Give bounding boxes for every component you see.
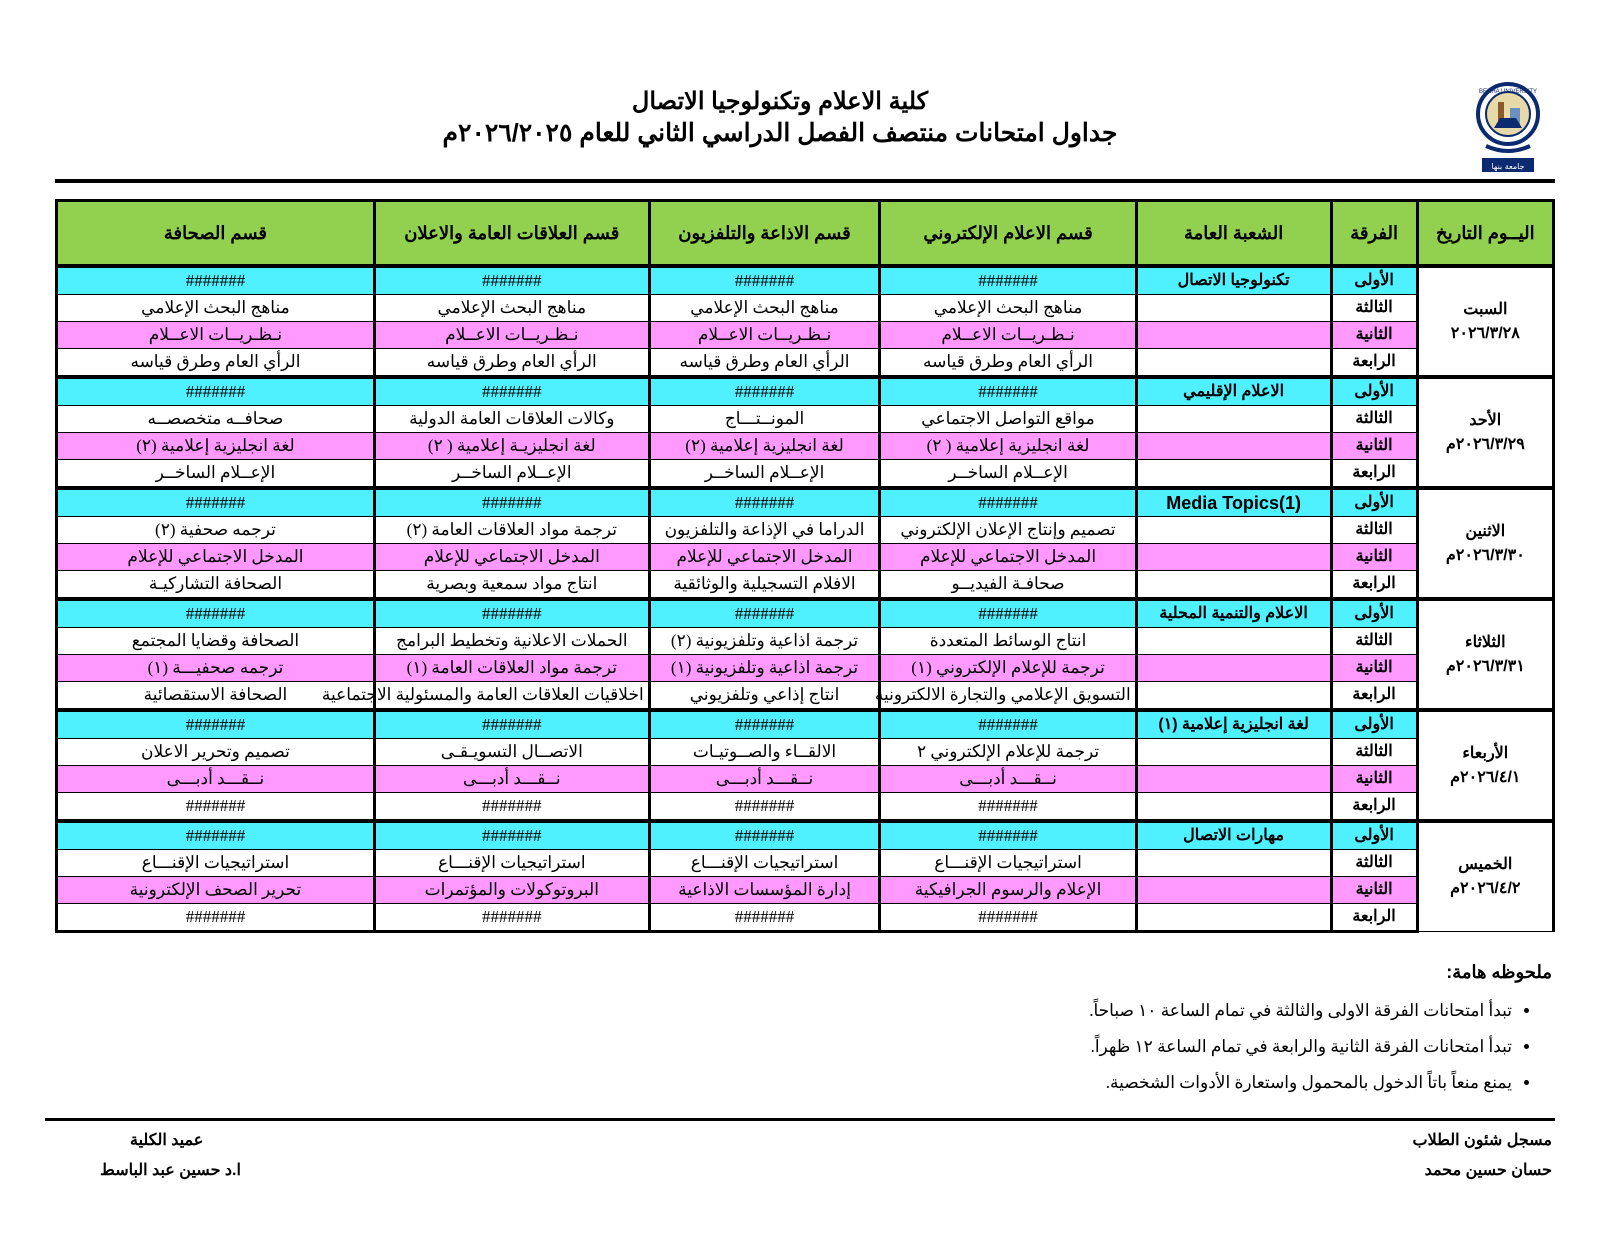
exam-date: ٢٠٢٦/٣/٣١م (1445, 657, 1525, 675)
electronic-media-cell: ####### (880, 599, 1136, 628)
general-division-cell (1136, 571, 1331, 600)
table-row (57, 710, 1554, 739)
pr-advertising-cell: انتاج مواد سمعية وبصرية (374, 571, 649, 600)
dean-title: عميد الكلية (130, 1132, 204, 1149)
journalism-cell: ####### (57, 488, 375, 517)
radio-tv-cell: نــقـــد أدبـــى (649, 766, 880, 793)
table-row (57, 904, 1554, 932)
table-row (57, 628, 1554, 655)
footer-divider (45, 1118, 1555, 1121)
table-row (57, 349, 1554, 378)
exam-schedule-table (55, 199, 1555, 933)
electronic-media-cell: المدخل الاجتماعي للإعلام (880, 544, 1136, 571)
pr-advertising-cell: ترجمة مواد العلاقات العامة (١) (374, 655, 649, 682)
day-date-cell (1417, 821, 1553, 932)
journalism-cell: الصحافة التشاركيـة (57, 571, 375, 600)
general-division-cell (1136, 406, 1331, 433)
day-date-cell (1417, 266, 1553, 377)
journalism-cell: استراتيجيات الإقنـــاع (57, 850, 375, 877)
journalism-cell: ####### (57, 710, 375, 739)
table-row (57, 655, 1554, 682)
electronic-media-cell: التسويق الإعلامي والتجارة الالكترونية (880, 682, 1136, 711)
level-cell: الثانية (1331, 655, 1417, 682)
day-name: الخميس (1458, 856, 1513, 873)
column-header-electronic-media: قسم الاعلام الإلكتروني (880, 201, 1136, 267)
electronic-media-cell: نــقـــد أدبـــى (880, 766, 1136, 793)
day-name: السبت (1463, 300, 1508, 318)
column-header-day-date: اليــوم التاريخ (1417, 201, 1553, 267)
table-row (57, 322, 1554, 349)
university-logo (1476, 82, 1540, 176)
pr-advertising-cell: ####### (374, 904, 649, 932)
electronic-media-cell: استراتيجيات الإقنـــاع (880, 850, 1136, 877)
journalism-cell: ترجمه صحفية (٢) (57, 517, 375, 544)
pr-advertising-cell: ####### (374, 821, 649, 850)
electronic-media-cell: صحافـة الفيديــو (880, 571, 1136, 600)
journalism-cell: ####### (57, 821, 375, 850)
level-cell: الثالثة (1331, 406, 1417, 433)
column-header-general-division: الشعبة العامة (1136, 201, 1331, 267)
pr-advertising-cell: نـظـريــات الاعــلام (374, 322, 649, 349)
registrar-title: مسجل شئون الطلاب (1412, 1132, 1552, 1149)
pr-advertising-cell: نــقـــد أدبـــى (374, 766, 649, 793)
level-cell: الأولى (1331, 599, 1417, 628)
radio-tv-cell: المدخل الاجتماعي للإعلام (649, 544, 880, 571)
radio-tv-cell: ####### (649, 377, 880, 406)
pr-advertising-cell: ترجمة مواد العلاقات العامة (٢) (374, 517, 649, 544)
column-header-journalism: قسم الصحافة (57, 201, 375, 267)
electronic-media-cell: ####### (880, 821, 1136, 850)
pr-advertising-cell: البروتوكولات والمؤتمرات (374, 877, 649, 904)
journalism-cell: نــقـــد أدبـــى (57, 766, 375, 793)
level-cell: الثانية (1331, 877, 1417, 904)
table-row (57, 877, 1554, 904)
table-row (57, 406, 1554, 433)
table-row (57, 488, 1554, 517)
journalism-cell: المدخل الاجتماعي للإعلام (57, 544, 375, 571)
pr-advertising-cell: الاتصــال التسويـقـى (374, 739, 649, 766)
pr-advertising-cell: ####### (374, 266, 649, 295)
general-division-cell (1136, 322, 1331, 349)
journalism-cell: ترجمه صحفيـــة (١) (57, 655, 375, 682)
journalism-cell: لغة انجليزية إعلامية (٢) (57, 433, 375, 460)
journalism-cell: نـظـريــات الاعــلام (57, 322, 375, 349)
radio-tv-cell: إدارة المؤسسات الاذاعية (649, 877, 880, 904)
journalism-cell: الرأي العام وطرق قياسه (57, 349, 375, 378)
level-cell: الرابعة (1331, 682, 1417, 711)
electronic-media-cell: الرأي العام وطرق قياسه (880, 349, 1136, 378)
svg-text:BENHA UNIVERSITY: BENHA UNIVERSITY (1478, 89, 1538, 95)
electronic-media-cell: ####### (880, 266, 1136, 295)
general-division-cell (1136, 517, 1331, 544)
pr-advertising-cell: مناهج البحث الإعلامي (374, 295, 649, 322)
level-cell: الثانية (1331, 322, 1417, 349)
radio-tv-cell: ####### (649, 821, 880, 850)
electronic-media-cell: نـظـريــات الاعــلام (880, 322, 1136, 349)
general-division-cell: الاعلام والتنمية المحلية (1136, 599, 1331, 628)
pr-advertising-cell: ####### (374, 377, 649, 406)
general-division-cell: مهارات الاتصال (1136, 821, 1331, 850)
table-row (57, 295, 1554, 322)
level-cell: الأولى (1331, 377, 1417, 406)
radio-tv-cell: استراتيجيات الإقنـــاع (649, 850, 880, 877)
electronic-media-cell: ####### (880, 904, 1136, 932)
electronic-media-cell: ترجمة للإعلام الإلكتروني (١) (880, 655, 1136, 682)
journalism-cell: الصحافة وقضايا المجتمع (57, 628, 375, 655)
note-item: • تبدأ امتحانات الفرقة الثانية والرابعة في تمام الساعة ١٢ ظهراً. (952, 1029, 1512, 1065)
table-row (57, 377, 1554, 406)
general-division-cell: الاعلام الإقليمي (1136, 377, 1331, 406)
radio-tv-cell: الالقــاء والصــوتيـات (649, 739, 880, 766)
journalism-cell: ####### (57, 266, 375, 295)
journalism-cell: الصحافة الاستقصائية (57, 682, 375, 711)
pr-advertising-cell: ####### (374, 710, 649, 739)
general-division-cell (1136, 544, 1331, 571)
electronic-media-cell: ####### (880, 793, 1136, 822)
journalism-cell: تصميم وتحرير الاعلان (57, 739, 375, 766)
table-row (57, 544, 1554, 571)
level-cell: الثالثة (1331, 295, 1417, 322)
exam-date: ٢٠٢٦/٣/٢٨ (1450, 324, 1520, 342)
level-cell: الرابعة (1331, 904, 1417, 932)
level-cell: الثانية (1331, 433, 1417, 460)
general-division-cell (1136, 349, 1331, 378)
radio-tv-cell: ترجمة اذاعية وتلفزيونية (٢) (649, 628, 880, 655)
general-division-cell (1136, 460, 1331, 489)
day-name: الاثنين (1465, 522, 1506, 540)
table-row (57, 850, 1554, 877)
level-cell: الأولى (1331, 488, 1417, 517)
svg-text:جامعة بنها: جامعة بنها (1491, 162, 1525, 171)
radio-tv-cell: ####### (649, 599, 880, 628)
notes-heading: ملحوظه هامة: (1446, 962, 1552, 982)
document-title (300, 86, 1260, 150)
journalism-cell: تحرير الصحف الإلكترونية (57, 877, 375, 904)
radio-tv-cell: المونــتـــاج (649, 406, 880, 433)
level-cell: الثالثة (1331, 628, 1417, 655)
journalism-cell: ####### (57, 377, 375, 406)
table-row (57, 739, 1554, 766)
electronic-media-cell: الإعلام والرسوم الجرافيكية (880, 877, 1136, 904)
level-cell: الأولى (1331, 821, 1417, 850)
table-row (57, 517, 1554, 544)
exam-date: ٢٠٢٦/٤/٢م (1450, 880, 1521, 897)
important-notes (952, 962, 1552, 1101)
day-date-cell (1417, 710, 1553, 821)
journalism-cell: الإعــلام الساخــر (57, 460, 375, 489)
note-item: • يمنع منعاً باتاً الدخول بالمحمول واستعارة الأدوات الشخصية. (952, 1065, 1512, 1101)
level-cell: الرابعة (1331, 571, 1417, 600)
level-cell: الثانية (1331, 766, 1417, 793)
pr-advertising-cell: الرأي العام وطرق قياسه (374, 349, 649, 378)
table-row (57, 793, 1554, 822)
table-header-row (57, 201, 1554, 267)
general-division-cell (1136, 850, 1331, 877)
day-date-cell (1417, 377, 1553, 488)
pr-advertising-cell: ####### (374, 793, 649, 822)
radio-tv-cell: ####### (649, 710, 880, 739)
radio-tv-cell: ####### (649, 793, 880, 822)
exam-date: ٢٠٢٦/٣/٢٩م (1445, 435, 1525, 453)
note-item: • تبدأ امتحانات الفرقة الاولى والثالثة في تمام الساعة ١٠ صباحاً. (952, 993, 1512, 1029)
level-cell: الثالثة (1331, 739, 1417, 766)
radio-tv-cell: الرأي العام وطرق قياسه (649, 349, 880, 378)
electronic-media-cell: ####### (880, 377, 1136, 406)
exam-date: ٢٠٢٦/٣/٣٠م (1445, 546, 1525, 564)
pr-advertising-cell: لغة انجليزيـة إعلامية ( ٢) (374, 433, 649, 460)
radio-tv-cell: الافلام التسجيلية والوثائقية (649, 571, 880, 600)
journalism-cell: صحافــه متخصصــه (57, 406, 375, 433)
general-division-cell: لغة انجليزية إعلامية (١) (1136, 710, 1331, 739)
radio-tv-cell: الدراما في الإذاعة والتلفزيون (649, 517, 880, 544)
header-divider (55, 179, 1555, 183)
electronic-media-cell: ترجمة للإعلام الإلكتروني ٢ (880, 739, 1136, 766)
pr-advertising-cell: استراتيجيات الإقنـــاع (374, 850, 649, 877)
electronic-media-cell: ####### (880, 710, 1136, 739)
journalism-cell: ####### (57, 904, 375, 932)
radio-tv-cell: ####### (649, 266, 880, 295)
column-header-radio-tv: قسم الاذاعة والتلفزيون (649, 201, 880, 267)
dean-name: ا.د حسين عبد الباسط (100, 1162, 241, 1179)
day-name: الثلاثاء (1465, 633, 1506, 651)
college-name: كلية الاعلام وتكنولوجيا الاتصال (631, 88, 929, 115)
electronic-media-cell: لغة انجليزية إعلامية ( ٢) (880, 433, 1136, 460)
table-row (57, 766, 1554, 793)
general-division-cell (1136, 877, 1331, 904)
table-row (57, 571, 1554, 600)
general-division-cell (1136, 739, 1331, 766)
level-cell: الثانية (1331, 544, 1417, 571)
electronic-media-cell: مناهج البحث الإعلامي (880, 295, 1136, 322)
general-division-cell (1136, 628, 1331, 655)
column-header-level: الفرقة (1331, 201, 1417, 267)
general-division-cell (1136, 295, 1331, 322)
schedule-subtitle: جداول امتحانات منتصف الفصل الدراسي الثاني للعام ٢٠٢٦/٢٠٢٥م (442, 119, 1118, 148)
day-date-cell (1417, 599, 1553, 710)
radio-tv-cell: ترجمة اذاعية وتلفزيونية (١) (649, 655, 880, 682)
pr-advertising-cell: ####### (374, 488, 649, 517)
table-row (57, 266, 1554, 295)
radio-tv-cell: ####### (649, 488, 880, 517)
notes-list (952, 993, 1552, 1101)
electronic-media-cell: ####### (880, 488, 1136, 517)
journalism-cell: ####### (57, 793, 375, 822)
day-date-cell (1417, 488, 1553, 599)
general-division-cell (1136, 655, 1331, 682)
level-cell: الرابعة (1331, 349, 1417, 378)
electronic-media-cell: مواقع التواصل الاجتماعي (880, 406, 1136, 433)
pr-advertising-cell: اخلاقيات العلاقات العامة والمسئولية الاجتماعية (374, 682, 649, 711)
pr-advertising-cell: الإعــلام الساخــر (374, 460, 649, 489)
general-division-cell (1136, 904, 1331, 932)
radio-tv-cell: ####### (649, 904, 880, 932)
general-division-cell (1136, 682, 1331, 711)
radio-tv-cell: مناهج البحث الإعلامي (649, 295, 880, 322)
exam-date: ٢٠٢٦/٤/١م (1450, 768, 1521, 786)
journalism-cell: ####### (57, 599, 375, 628)
table-row (57, 682, 1554, 711)
general-division-cell: تكنولوجيا الاتصال (1136, 266, 1331, 295)
general-division-cell: Media Topics(1) (1136, 488, 1331, 517)
pr-advertising-cell: الحملات الاعلانية وتخطيط البرامج (374, 628, 649, 655)
table-row (57, 460, 1554, 489)
level-cell: الأولى (1331, 710, 1417, 739)
column-header-pr-advertising: قسم العلاقات العامة والاعلان (374, 201, 649, 267)
radio-tv-cell: انتاج إذاعي وتلفزيوني (649, 682, 880, 711)
table-row (57, 821, 1554, 850)
electronic-media-cell: انتاج الوسائط المتعددة (880, 628, 1136, 655)
pr-advertising-cell: ####### (374, 599, 649, 628)
electronic-media-cell: تصميم وإنتاج الإعلان الإلكتروني (880, 517, 1136, 544)
level-cell: الرابعة (1331, 793, 1417, 822)
general-division-cell (1136, 433, 1331, 460)
level-cell: الثالثة (1331, 517, 1417, 544)
level-cell: الرابعة (1331, 460, 1417, 489)
radio-tv-cell: لغة انجليزية إعلامية (٢) (649, 433, 880, 460)
general-division-cell (1136, 766, 1331, 793)
registrar-name: حسان حسين محمد (1424, 1162, 1552, 1179)
pr-advertising-cell: وكالات العلاقات العامة الدولية (374, 406, 649, 433)
day-name: الأربعاء (1462, 744, 1509, 762)
pr-advertising-cell: المدخل الاجتماعي للإعلام (374, 544, 649, 571)
radio-tv-cell: نـظـريــات الاعــلام (649, 322, 880, 349)
day-name: الأحد (1469, 411, 1502, 429)
journalism-cell: مناهج البحث الإعلامي (57, 295, 375, 322)
level-cell: الثالثة (1331, 850, 1417, 877)
level-cell: الأولى (1331, 266, 1417, 295)
radio-tv-cell: الإعــلام الساخــر (649, 460, 880, 489)
electronic-media-cell: الإعــلام الساخــر (880, 460, 1136, 489)
general-division-cell (1136, 793, 1331, 822)
table-row (57, 599, 1554, 628)
table-row (57, 433, 1554, 460)
